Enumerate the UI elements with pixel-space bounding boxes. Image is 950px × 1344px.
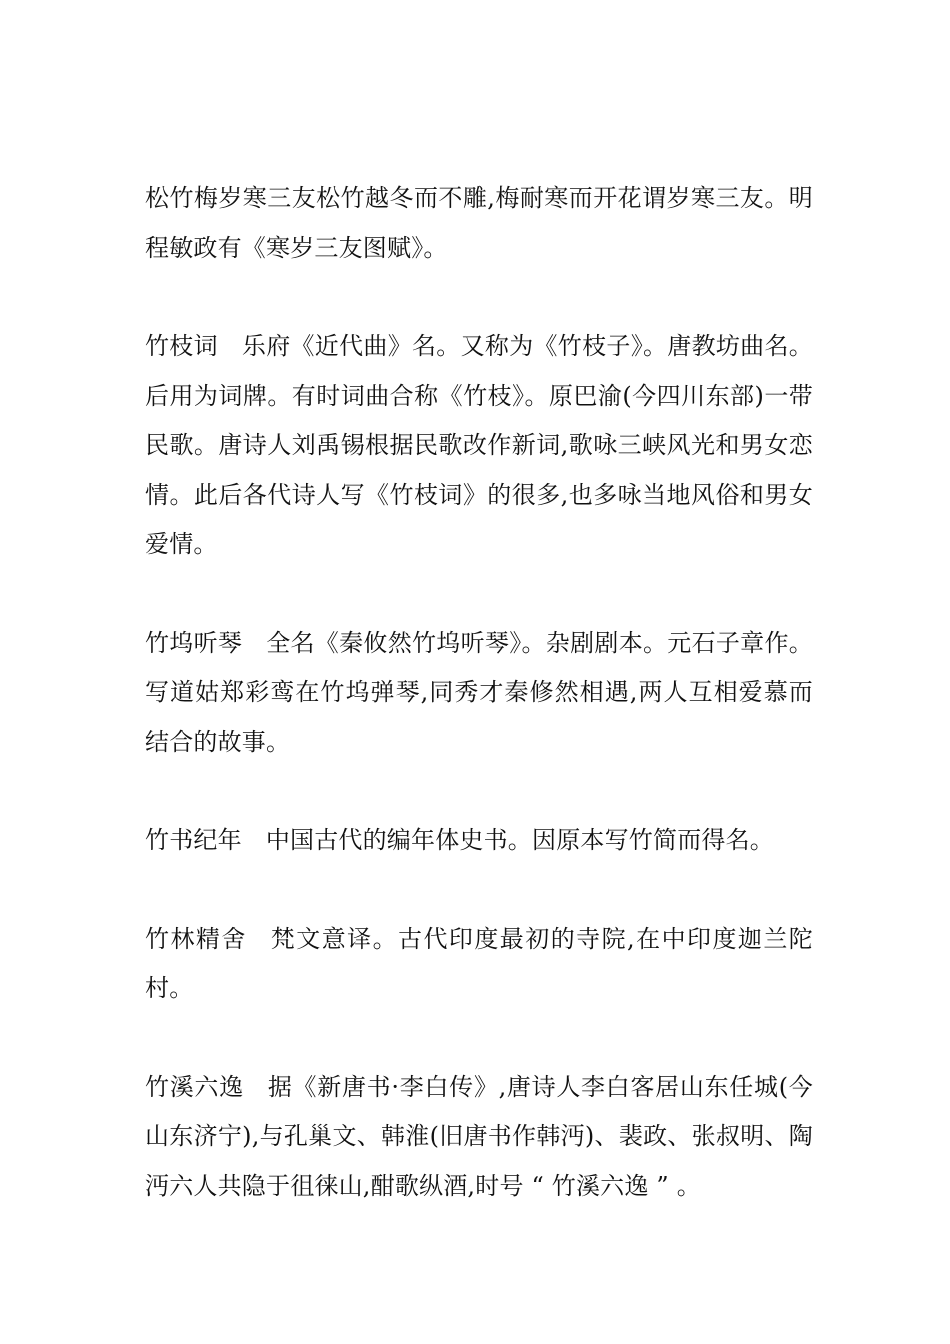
- document-body: [145, 174, 813, 1260]
- entry-zhuxi-liuyi: [145, 1063, 813, 1212]
- entry-text: 据《新唐书·李白传》,唐诗人李白客居山东任城(今山东济宁),与孔巢文、韩淮(旧唐书作韩沔)、裴政、张叔明、陶沔六人共隐于徂徕山,酣歌纵酒,时号 “ 竹溪六逸 ” 。: [145, 1072, 813, 1200]
- entry-term: 竹书纪年: [145, 826, 242, 854]
- entry-text: 中国古代的编年体史书。因原本写竹简而得名。: [265, 826, 775, 854]
- entry-text: 松竹梅岁寒三友松竹越冬而不雕,梅耐寒而开花谓岁寒三友。明程敏政有《寒岁三友图赋》。: [145, 184, 813, 262]
- entry-text: 梵文意译。古代印度最初的寺院,在中印度迦兰陀村。: [145, 924, 813, 1002]
- entry-zhuzhici: [145, 322, 813, 570]
- entry-zhulin-jingshe: [145, 915, 813, 1014]
- entry-zhushu-jinian: [145, 816, 813, 866]
- entry-text: 乐府《近代曲》名。又称为《竹枝子》。唐教坊曲名。后用为词牌。有时词曲合称《竹枝》。原巴渝(今四川东部)一带民歌。唐诗人刘禹锡根据民歌改作新词,歌咏三峡风光和男女恋情。此后各代诗人写《竹枝词》的很多,也多咏当地风俗和男女爱情。: [145, 332, 813, 558]
- entry-term: 竹枝词: [145, 332, 218, 360]
- entry-term: 竹坞听琴: [145, 628, 243, 657]
- entry-zhuwu-tingqin: [145, 619, 813, 768]
- entry-term: 竹溪六逸: [145, 1072, 244, 1101]
- entry-term: 竹林精舍: [145, 924, 247, 953]
- entry-suihan-sanyou: [145, 174, 813, 273]
- entry-text: 全名《秦攸然竹坞听琴》。杂剧剧本。元石子章作。写道姑郑彩鸾在竹坞弹琴,同秀才秦修然相遇,两人互相爱慕而结合的故事。: [145, 628, 813, 756]
